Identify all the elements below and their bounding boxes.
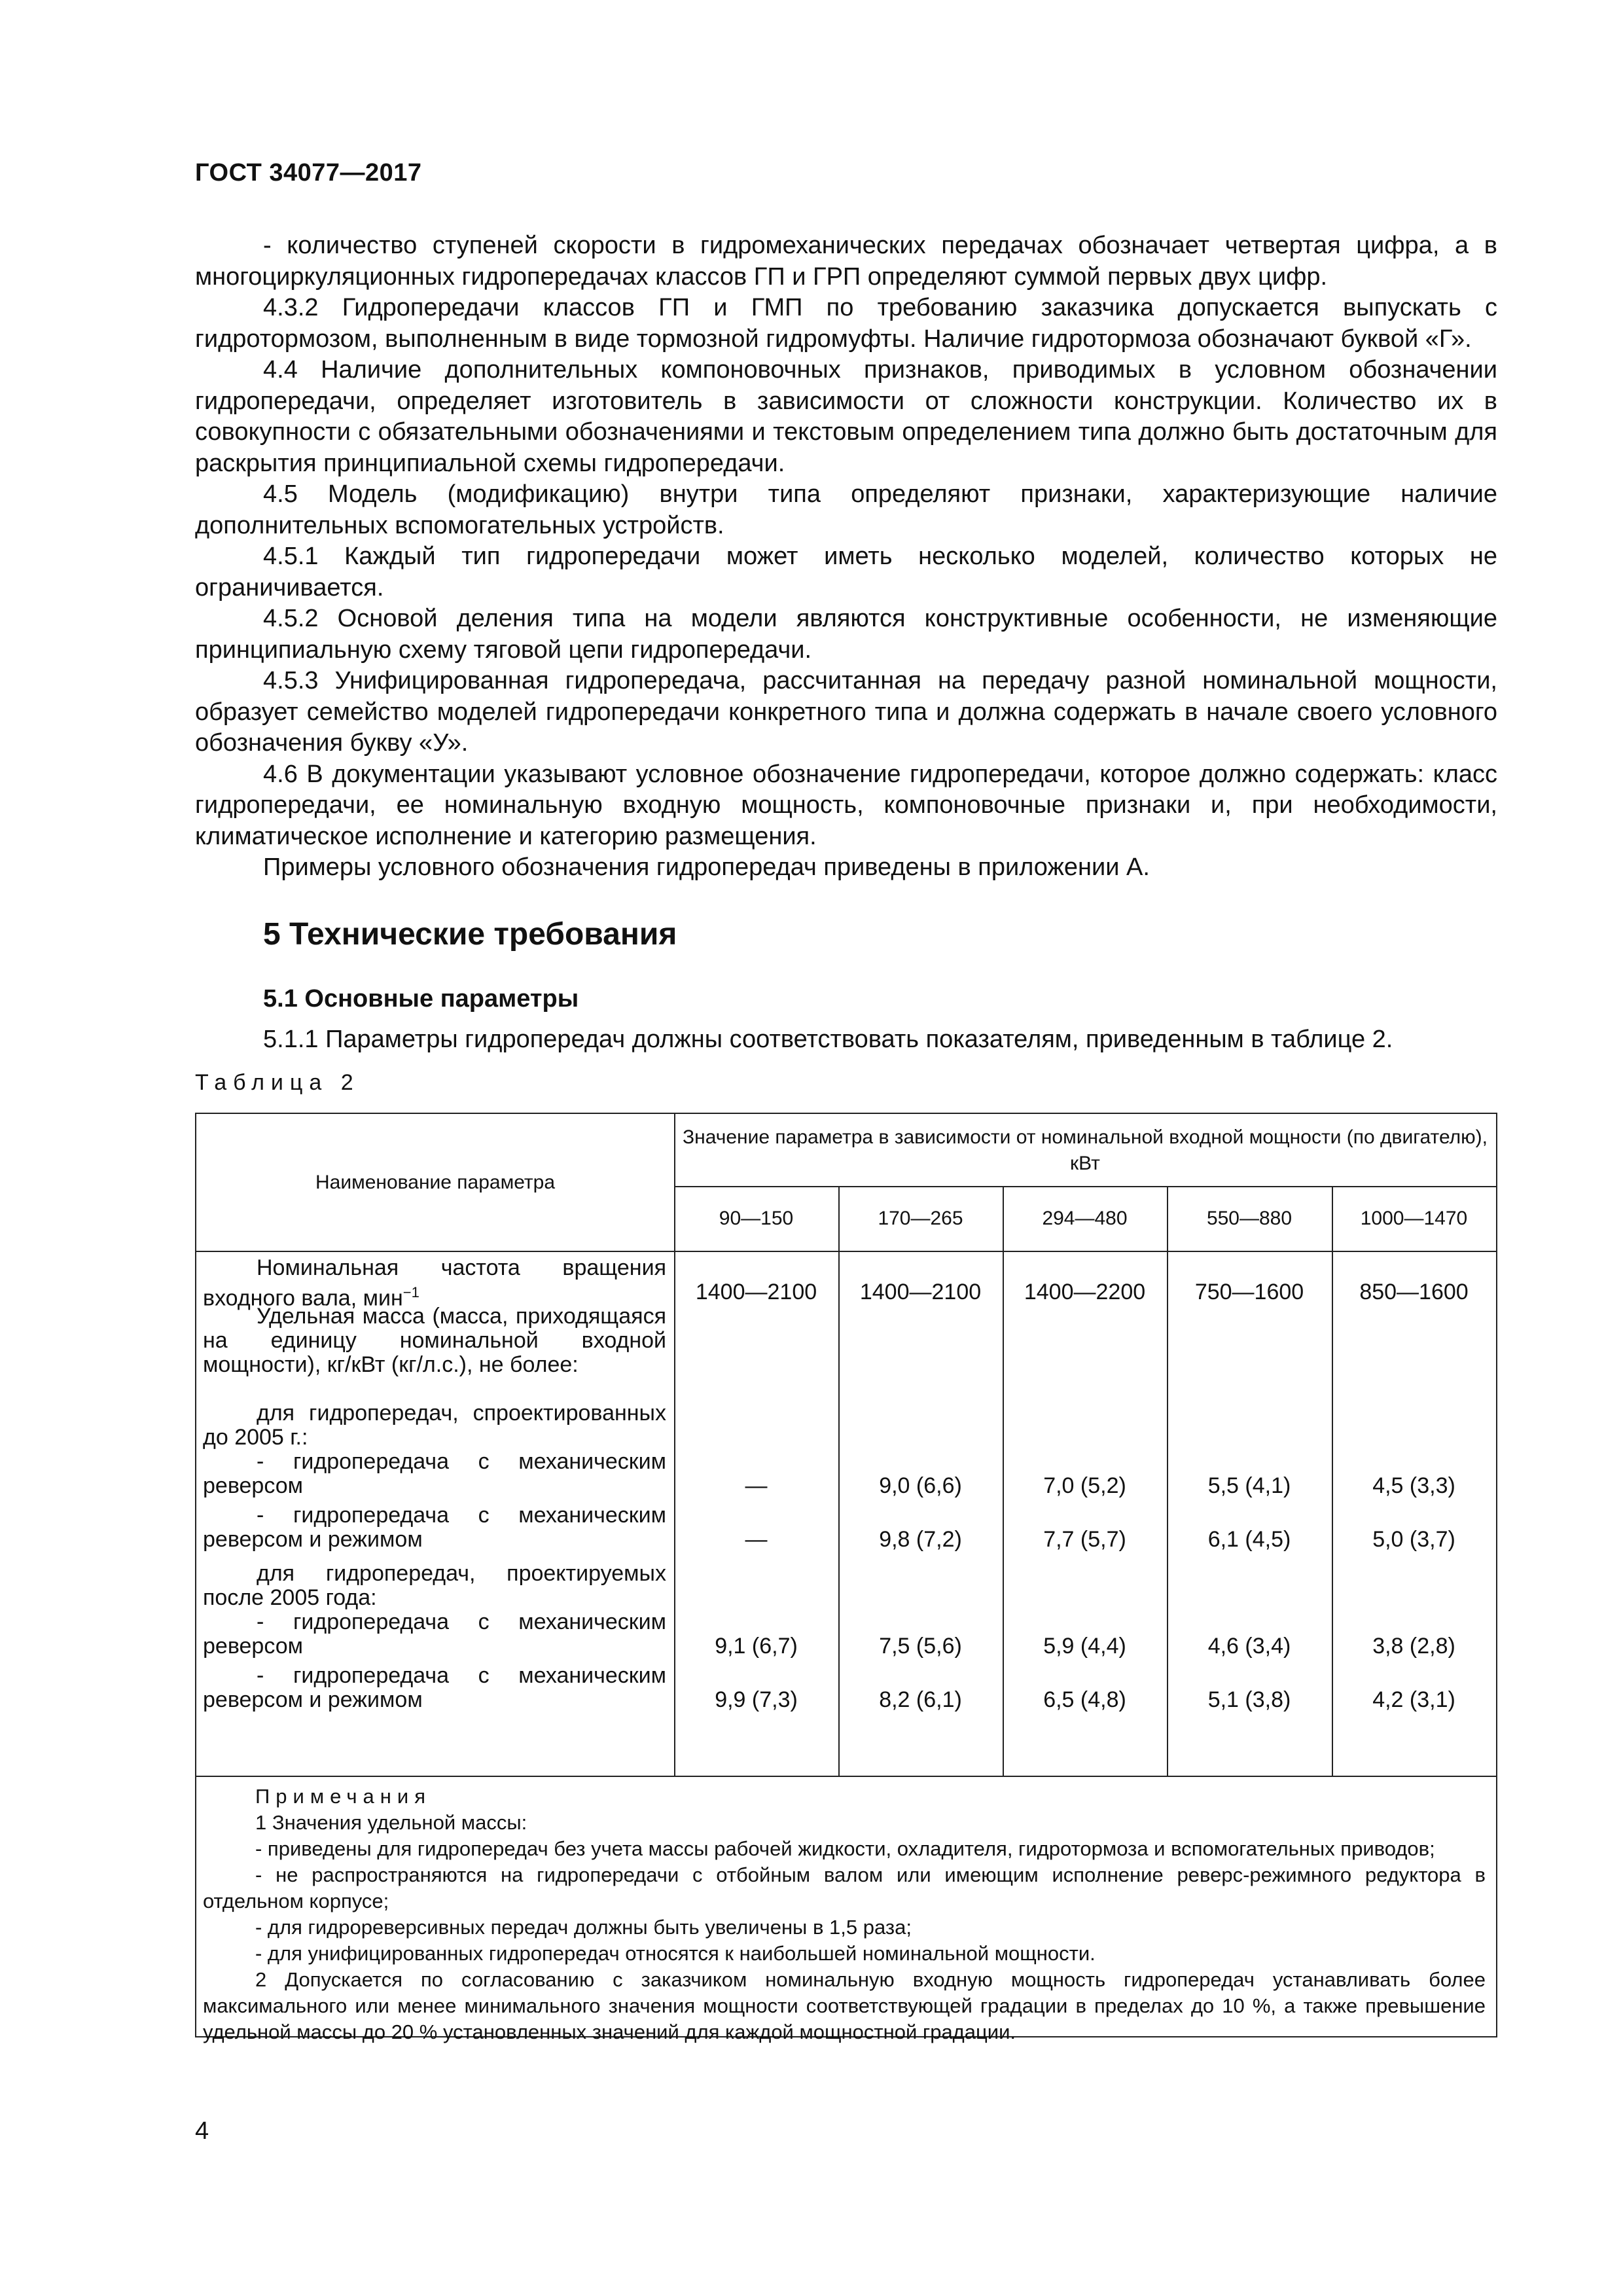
- value-cell: —: [745, 1473, 768, 1498]
- value-cell: 1400—2100: [695, 1280, 817, 1304]
- column-group-header: Значение параметра в зависимости от номинальной входной мощности (по двигателю), кВт: [683, 1126, 1488, 1174]
- value-cell: 5,0 (3,7): [1372, 1527, 1455, 1552]
- power-range-header: 1000—1470: [1360, 1207, 1468, 1229]
- table-rule: [196, 1251, 1496, 1252]
- value-cell: 9,0 (6,6): [879, 1473, 962, 1498]
- value-cell: 4,5 (3,3): [1372, 1473, 1455, 1498]
- value-cell: 750—1600: [1194, 1280, 1304, 1304]
- param-post2005-reverse-mode: - гидропередача с механическим реверсом и режимом: [203, 1663, 666, 1712]
- note-item: - приведены для гидропередач без учета массы рабочей жидкости, охладителя, гидротормоза и вспомогательных приводов;: [255, 1837, 1435, 1860]
- paragraph: Примеры условного обозначения гидропередач приведены в приложении А.: [263, 853, 1150, 881]
- note-item: - для гидрореверсивных передач должны быть увеличены в 1,5 раза;: [255, 1916, 912, 1939]
- paragraph: 4.5.2 Основой деления типа на модели являются конструктивные особенности, не изменяющие принципиальную схему тяговой цепи гидропередачи.: [195, 605, 1497, 664]
- table-rule: [196, 1776, 1496, 1777]
- param-nominal-speed: [196, 1256, 674, 1310]
- param-label: Номинальная частота вращения входного вала, мин: [203, 1255, 666, 1311]
- value-cell: 5,5 (4,1): [1207, 1473, 1291, 1498]
- param-pre2005-reverse: - гидропередача с механическим реверсом: [203, 1449, 666, 1498]
- param-specific-mass: Удельная масса (масса, приходящаяся на единицу номинальной входной мощности), кг/кВт (кг/л.с.), не более:: [203, 1304, 666, 1377]
- subsection-title: 5.1 Основные параметры: [263, 985, 579, 1013]
- table-notes: [203, 1784, 1486, 2045]
- table-caption: Таблица 2: [195, 1070, 360, 1095]
- param-post-2005: для гидропередач, проектируемых после 2005 года:: [203, 1561, 666, 1610]
- value-cell: 7,0 (5,2): [1043, 1473, 1126, 1498]
- value-cell: —: [745, 1527, 768, 1552]
- document-id-header: ГОСТ 34077—2017: [195, 159, 422, 187]
- body-text: [195, 230, 1497, 884]
- value-cell: 9,1 (6,7): [715, 1634, 798, 1659]
- power-range-header: 294—480: [1042, 1207, 1128, 1229]
- page-number: 4: [195, 2117, 209, 2145]
- note-item: 1 Значения удельной массы:: [255, 1811, 527, 1834]
- value-cell: 9,9 (7,3): [715, 1687, 798, 1712]
- paragraph: 4.4 Наличие дополнительных компоновочных признаков, приводимых в условном обозначении гидропередачи, определяет изготовитель в зависимости от сложности конструкции. Количество их в совокупности с обязательными обозначениями и текстовым определением типа должно быть достаточным для раскрытия принципиальной схемы гидропередачи.: [195, 356, 1497, 477]
- paragraph: 4.5 Модель (модификацию) внутри типа определяют признаки, характеризующие наличие дополнительных вспомогательных устройств.: [195, 480, 1497, 539]
- value-cell: 1400—2200: [1024, 1280, 1146, 1304]
- value-cell: 4,2 (3,1): [1372, 1687, 1455, 1712]
- paragraph: 4.6 В документации указывают условное обозначение гидропередачи, которое должно содержать: класс гидропередачи, ее номинальную входную мощность, компоновочные признаки и, при необходимости, климатическое исполнение и категорию размещения.: [195, 760, 1497, 850]
- note-item: 2 Допускается по согласованию с заказчиком номинальную входную мощность гидропередач устанавливать более максимального или менее минимального значения мощности соответствующей градации в пределах до 10 %, а также превышение удельной массы до 20 % установленных значений для каждой мощностной градации.: [203, 1968, 1486, 2043]
- paragraph: 4.5.1 Каждый тип гидропередачи может иметь несколько моделей, количество которых не ограничивается.: [195, 543, 1497, 601]
- power-range-header: 170—265: [878, 1207, 963, 1229]
- param-pre2005-reverse-mode: - гидропередача с механическим реверсом и режимом: [203, 1503, 666, 1552]
- value-cell: 6,5 (4,8): [1043, 1687, 1126, 1712]
- value-cell: 6,1 (4,5): [1207, 1527, 1291, 1552]
- param-pre-2005: для гидропередач, спроектированных до 2005 г.:: [203, 1401, 666, 1450]
- column-header-parameter: Наименование параметра: [315, 1171, 556, 1193]
- section-title: 5 Технические требования: [263, 917, 677, 952]
- notes-title: Примечания: [255, 1785, 431, 1808]
- value-cell: 7,7 (5,7): [1043, 1527, 1126, 1552]
- value-cell: 9,8 (7,2): [879, 1527, 962, 1552]
- paragraph: - количество ступеней скорости в гидромеханических передачах обозначает четвертая цифра, а в многоциркуляционных гидропередачах классов ГП и ГРП определяют суммой первых двух цифр.: [195, 232, 1497, 291]
- value-cell: 850—1600: [1359, 1280, 1469, 1304]
- value-cell: 4,6 (3,4): [1207, 1634, 1291, 1659]
- parameters-table: [195, 1113, 1497, 2043]
- paragraph: 4.5.3 Унифицированная гидропередача, рассчитанная на передачу разной номинальной мощности, образует семейство моделей гидропередачи конкретного типа и должна содержать в начале своего условного обозначения букву «У».: [195, 667, 1497, 757]
- clause-5-1-1: 5.1.1 Параметры гидропередач должны соответствовать показателям, приведенным в таблице 2.: [263, 1026, 1393, 1053]
- value-cell: 5,1 (3,8): [1207, 1687, 1291, 1712]
- value-cell: 5,9 (4,4): [1043, 1634, 1126, 1659]
- power-range-header: 90—150: [719, 1207, 794, 1229]
- paragraph: 4.3.2 Гидропередачи классов ГП и ГМП по требованию заказчика допускается выпускать с гидротормозом, выполненным в виде тормозной гидромуфты. Наличие гидротормоза обозначают буквой «Г».: [195, 294, 1497, 353]
- value-cell: 1400—2100: [859, 1280, 982, 1304]
- superscript: −1: [402, 1284, 419, 1300]
- value-cell: 7,5 (5,6): [879, 1634, 962, 1659]
- value-cell: 8,2 (6,1): [879, 1687, 962, 1712]
- note-item: - не распространяются на гидропередачи с отбойным валом или имеющим исполнение реверс-режимного редуктора в отдельном корпусе;: [203, 1863, 1486, 1912]
- power-range-header: 550—880: [1206, 1207, 1293, 1229]
- param-post2005-reverse: - гидропередача с механическим реверсом: [203, 1609, 666, 1659]
- note-item: - для унифицированных гидропередач относятся к наибольшей номинальной мощности.: [255, 1942, 1096, 1965]
- value-cell: 3,8 (2,8): [1372, 1634, 1455, 1659]
